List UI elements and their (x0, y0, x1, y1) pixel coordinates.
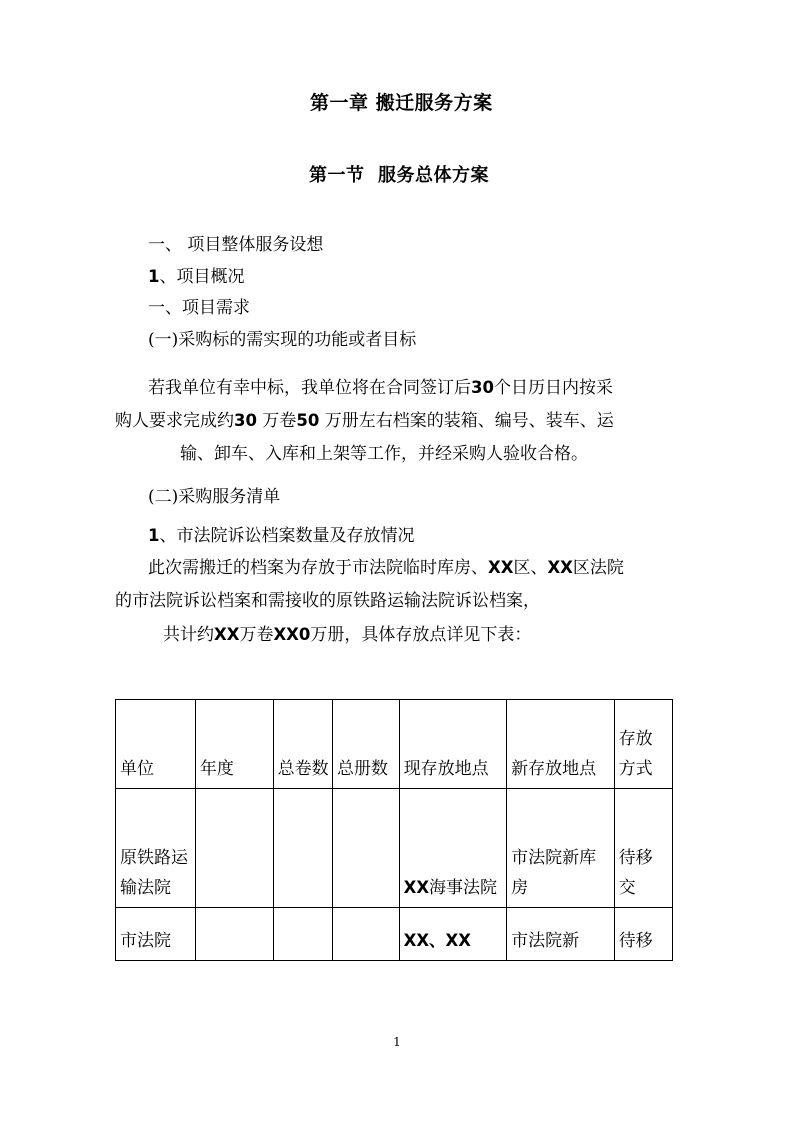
table-cell-total-books (333, 789, 400, 908)
paragraph1-line2-part2: 万卷 (256, 411, 297, 431)
paragraph1-line3: 输、卸车、入库和上架等工作，并经采购人验收合格。 (180, 444, 588, 464)
list-item-project-profile-number: 1 (148, 267, 160, 286)
list-item-procurement-list: (二)采购服务清单 (148, 487, 281, 507)
paragraph2-line3-part1: 共计约 (163, 625, 214, 645)
table-cell-storage-method: 待移交 (614, 789, 672, 908)
table-cell-new-location: 市法院新库房 (507, 789, 615, 908)
archive-storage-table (115, 699, 673, 961)
table-cell-total-books (333, 908, 400, 961)
paragraph1-line2-part1: 购人要求完成约 (115, 411, 234, 431)
paragraph1-line1 (148, 378, 613, 398)
list-item-archive-quantity-number: 1 (148, 526, 160, 545)
table-row (116, 908, 673, 961)
list-item-project-profile-text: 、项目概况 (159, 267, 245, 287)
paragraph2-line1-part3: 区法院 (572, 558, 624, 578)
paragraph2-line3-part2: 万卷 (239, 625, 274, 645)
table-header-year: 年度 (195, 700, 273, 789)
paragraph1-line2 (115, 411, 614, 431)
list-item-archive-quantity-text: 、市法院诉讼档案数量及存放情况 (159, 526, 415, 546)
table-cell-new-location: 市法院新 (507, 908, 615, 961)
paragraph2-line3-part3: 万册，具体存放点详见下表： (310, 625, 532, 645)
list-item-project-requirements: 一、项目需求 (148, 298, 250, 318)
section-heading: 第一节 服务总体方案 (309, 165, 490, 186)
table-cell-current-location-text: 海事法院 (429, 878, 498, 898)
table-header-total-volumes: 总卷数 (273, 700, 332, 789)
table-header-current-location: 现存放地点 (399, 700, 507, 789)
paragraph2-line3-books: XX0 (273, 625, 311, 644)
paragraph1-line2-part3: 万册左右档案的装箱、编号、装车、运 (319, 411, 614, 431)
table-cell-current-location (399, 789, 507, 908)
paragraph2-line3-volumes: XX (214, 625, 240, 644)
paragraph2-line1 (148, 558, 624, 578)
table-cell-total-volumes (273, 908, 332, 961)
paragraph2-line1-district2: XX (547, 558, 573, 577)
paragraph2-line1-part2: 区、 (513, 558, 548, 578)
table-cell-current-location (399, 908, 507, 961)
table-cell-unit: 市法院 (116, 908, 196, 961)
list-item-project-overall-service: 一、 项目整体服务设想 (148, 235, 324, 255)
paragraph1-line1-days: 30 (471, 378, 494, 397)
paragraph2-line1-district1: XX (488, 558, 514, 577)
table-row (116, 789, 673, 908)
paragraph1-line1-part1: 若我单位有幸中标，我单位将在合同签订后 (148, 378, 471, 398)
table-header-storage-method: 存放方式 (614, 700, 672, 789)
paragraph1-line2-books: 50 (296, 411, 320, 430)
table-cell-total-volumes (273, 789, 332, 908)
table-cell-current-location-code: XX (403, 878, 430, 897)
table-header-total-books: 总册数 (333, 700, 400, 789)
table-cell-year (195, 908, 273, 961)
list-item-project-profile (148, 267, 244, 287)
paragraph2-line3 (163, 625, 531, 645)
table-cell-current-location-code: XX、XX (403, 931, 471, 950)
paragraph2-line2: 的市法院诉讼档案和需接收的原铁路运输法院诉讼档案， (115, 591, 540, 611)
table-header-new-location: 新存放地点 (507, 700, 615, 789)
table-cell-unit: 原铁路运输法院 (116, 789, 196, 908)
paragraph2-line1-part1: 此次需搬迁的档案为存放于市法院临时库房、 (148, 558, 488, 578)
page-number: 1 (393, 1035, 401, 1049)
table-header-row (116, 700, 673, 789)
table-cell-year (195, 789, 273, 908)
paragraph1-line1-part2: 个日历日内按采 (493, 378, 613, 398)
paragraph1-line2-volumes: 30 (234, 411, 257, 430)
list-item-archive-quantity (148, 526, 414, 546)
list-item-procurement-goals: (一)采购标的需实现的功能或者目标 (148, 330, 417, 350)
table-cell-storage-method: 待移 (614, 908, 672, 961)
chapter-heading: 第一章 搬迁服务方案 (310, 92, 493, 114)
table-header-unit: 单位 (116, 700, 196, 789)
